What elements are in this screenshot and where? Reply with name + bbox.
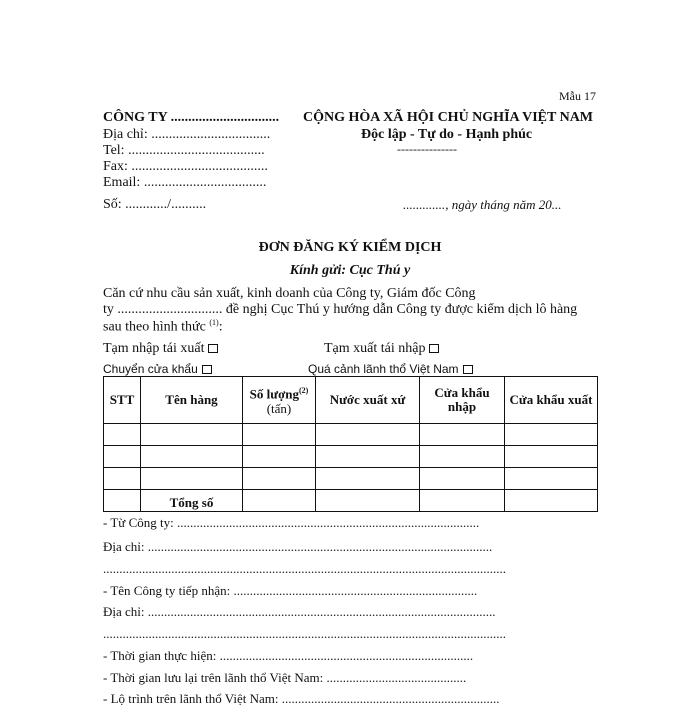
motto-rule: --------------- bbox=[397, 142, 457, 156]
company-email: Email: ................................... bbox=[103, 175, 267, 190]
receiver-field[interactable]: - Tên Công ty tiếp nhận: ........................................................................... bbox=[103, 583, 478, 598]
table-cell[interactable] bbox=[420, 490, 505, 512]
company-address: Địa chỉ: .................................. bbox=[103, 127, 271, 142]
recipient bbox=[0, 263, 700, 279]
document-title: ĐƠN ĐĂNG KÝ KIỂM DỊCH bbox=[258, 240, 442, 255]
table-cell[interactable] bbox=[505, 468, 598, 490]
header-entry-gate bbox=[420, 377, 505, 424]
table-cell[interactable] bbox=[420, 424, 505, 446]
intro-line-3-text: sau theo hình thức bbox=[103, 319, 206, 335]
table-cell[interactable] bbox=[316, 446, 420, 468]
option-temp-export-label: Tạm xuất tái nhập bbox=[324, 341, 426, 356]
header-qty-unit: (tấn) bbox=[266, 400, 292, 416]
option-transfer[interactable] bbox=[103, 362, 212, 376]
stay-field[interactable]: - Thời gian lưu lại trên lãnh thổ Việt Nam: ........................................... bbox=[103, 670, 467, 685]
option-temp-import-label: Tạm nhập tái xuất bbox=[103, 341, 205, 356]
table-cell[interactable] bbox=[243, 468, 316, 490]
company-fax: Fax: ....................................... bbox=[103, 159, 268, 174]
table-cell[interactable] bbox=[316, 468, 420, 490]
table-cell[interactable] bbox=[420, 446, 505, 468]
table-cell[interactable] bbox=[104, 424, 141, 446]
option-transfer-label: Chuyển cửa khẩu bbox=[103, 362, 198, 376]
table-row bbox=[104, 424, 598, 446]
header-goods: Tên hàng bbox=[141, 377, 243, 424]
address-field-2[interactable]: Địa chỉ: ........................................................................................................... bbox=[103, 604, 496, 619]
company-tel: Tel: ....................................... bbox=[103, 143, 265, 158]
checkbox-transfer[interactable] bbox=[202, 365, 212, 374]
table-cell[interactable] bbox=[505, 490, 598, 512]
republic-title: CỘNG HÒA XÃ HỘI CHỦ NGHĨA VIỆT NAM bbox=[303, 110, 594, 125]
intro-line-3 bbox=[103, 318, 223, 336]
dots-line-2[interactable]: ............................................................................................................................ bbox=[103, 626, 506, 641]
option-temp-export[interactable] bbox=[324, 341, 439, 357]
header-origin: Nước xuất xứ bbox=[316, 377, 420, 424]
table-cell[interactable] bbox=[141, 424, 243, 446]
dots-line-1[interactable]: ............................................................................................................................ bbox=[103, 561, 506, 576]
table-row bbox=[104, 468, 598, 490]
table-cell[interactable] bbox=[104, 446, 141, 468]
checkbox-transit[interactable] bbox=[463, 365, 473, 374]
total-label: Tổng số bbox=[141, 490, 243, 512]
company-name: CÔNG TY ............................... bbox=[103, 110, 280, 125]
table-cell[interactable] bbox=[316, 490, 420, 512]
time-field[interactable]: - Thời gian thực hiện: .............................................................................. bbox=[103, 648, 474, 663]
intro-line-3-end: : bbox=[218, 319, 223, 335]
header-qty-label: Số lượng bbox=[249, 386, 299, 402]
goods-table bbox=[103, 376, 598, 512]
option-transit-label: Quá cảnh lãnh thổ Việt Nam bbox=[308, 362, 459, 376]
table-row bbox=[104, 446, 598, 468]
header-entry-gate-2: nhập bbox=[447, 399, 477, 414]
intro-line-2: ty .............................. đề nghị Cục Thú y hướng dẫn Công ty được kiểm dịch lô hàng bbox=[103, 302, 578, 317]
table-cell[interactable] bbox=[243, 490, 316, 512]
from-company-field[interactable]: - Từ Công ty: ............................................................................................. bbox=[103, 515, 480, 530]
intro-line-1: Căn cứ nhu cầu sản xuất, kinh doanh của Công ty, Giám đốc Công bbox=[103, 286, 476, 301]
checkbox-temp-import[interactable] bbox=[208, 344, 218, 353]
footnote-1: (1) bbox=[209, 318, 219, 327]
table-cell[interactable] bbox=[505, 424, 598, 446]
header-qty bbox=[243, 377, 316, 424]
recipient-text: Kính gửi: Cục Thú y bbox=[289, 263, 411, 278]
table-cell[interactable] bbox=[316, 424, 420, 446]
table-cell[interactable] bbox=[141, 446, 243, 468]
table-cell[interactable] bbox=[505, 446, 598, 468]
checkbox-temp-export[interactable] bbox=[429, 344, 439, 353]
table-header-row bbox=[104, 377, 598, 424]
header-exit-gate: Cửa khẩu xuất bbox=[505, 377, 598, 424]
header-stt: STT bbox=[104, 377, 141, 424]
option-temp-import[interactable] bbox=[103, 341, 218, 357]
table-cell[interactable] bbox=[420, 468, 505, 490]
table-cell[interactable] bbox=[104, 490, 141, 512]
table-cell[interactable] bbox=[243, 446, 316, 468]
option-transit[interactable] bbox=[308, 362, 473, 376]
address-field-1[interactable]: Địa chỉ: .......................................................................................................... bbox=[103, 539, 493, 554]
table-cell[interactable] bbox=[141, 468, 243, 490]
document-number: Số: ............/.......... bbox=[103, 197, 207, 212]
date-line: ............., ngày tháng năm 20... bbox=[403, 197, 562, 212]
table-cell[interactable] bbox=[243, 424, 316, 446]
header-entry-gate-1: Cửa khẩu bbox=[434, 385, 490, 400]
route-field[interactable]: - Lộ trình trên lãnh thổ Việt Nam: ................................................................... bbox=[103, 691, 500, 706]
footnote-2: (2) bbox=[299, 386, 309, 396]
table-total-row bbox=[104, 490, 598, 512]
table-cell[interactable] bbox=[104, 468, 141, 490]
form-code: Mẫu 17 bbox=[559, 89, 596, 103]
republic-motto: Độc lập - Tự do - Hạnh phúc bbox=[361, 127, 533, 142]
